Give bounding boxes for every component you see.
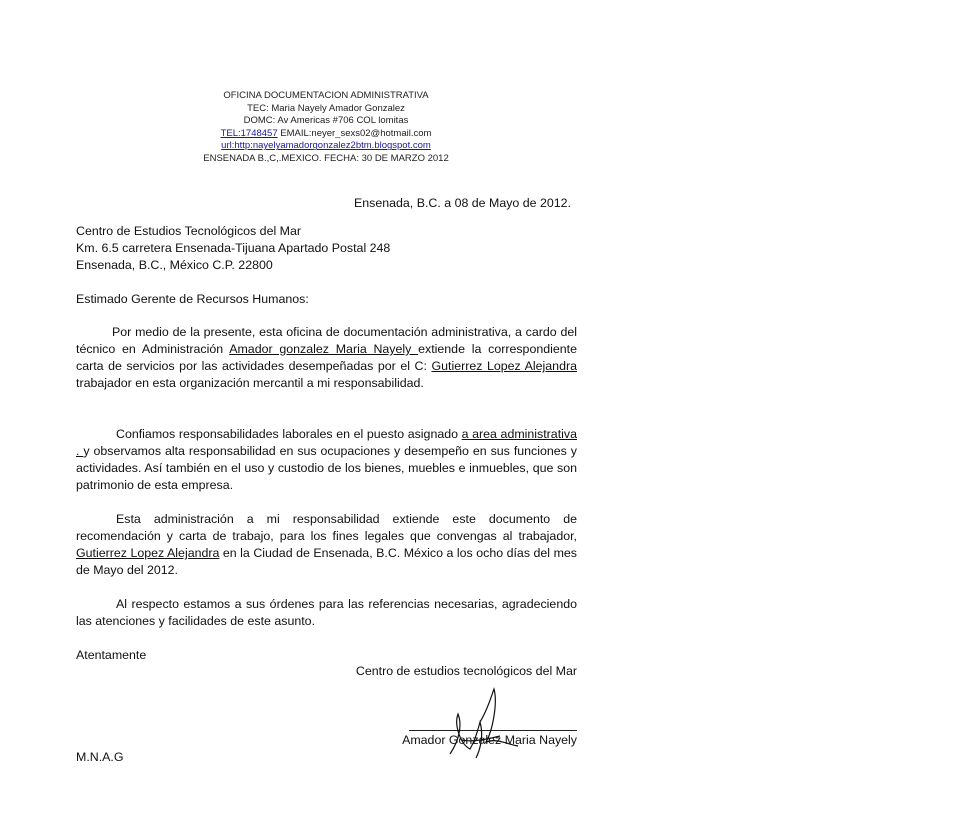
recipient-line-2: Km. 6.5 carretera Ensenada-Tijuana Apartado Postal 248 bbox=[76, 241, 391, 255]
tel-link[interactable]: TEL:1748457 bbox=[220, 127, 278, 139]
letterhead-contact bbox=[190, 128, 462, 141]
letterhead-city-date: ENSENADA B.,C,.MEXICO. FECHA: 30 DE MARZO 2012 bbox=[203, 152, 449, 164]
recipient-address bbox=[76, 223, 577, 274]
greeting: Estimado Gerente de Recursos Humanos: bbox=[76, 292, 309, 306]
paragraph-1 bbox=[76, 324, 577, 392]
date-line: Ensenada, B.C. a 08 de Mayo de 2012. bbox=[354, 196, 571, 210]
paragraph-1-name-1: Amador gonzalez Maria Nayely bbox=[229, 342, 419, 356]
paragraph-2 bbox=[76, 426, 577, 494]
letterhead-url-line bbox=[190, 140, 462, 153]
closing: Atentamente bbox=[76, 648, 147, 662]
signer-name: Amador Gonzalez Maria Nayely bbox=[402, 733, 577, 747]
letterhead-tec: TEC: Maria Nayely Amador Gonzalez bbox=[247, 102, 405, 114]
paragraph-3-a: Esta administración a mi responsabilidad extiende este documento de recomendación y carta de trabajo, para los fines legales que convengas al trabajador, bbox=[76, 512, 577, 543]
url-link[interactable]: url:http:nayelyamadorgonzalez2btm.blogspot.com bbox=[221, 140, 431, 152]
recipient-line-1: Centro de Estudios Tecnológicos del Mar bbox=[76, 224, 301, 238]
paragraph-3 bbox=[76, 511, 577, 579]
paragraph-1-c: trabajador en esta organización mercantil a mi responsabilidad. bbox=[76, 376, 424, 390]
paragraph-1-a: Por medio de la presente, esta oficina de documentación administrativa, a cardo del técnico en Administración bbox=[76, 325, 577, 356]
paragraph-3-b: en la Ciudad de Ensenada, B.C. México a los ocho días del mes de Mayo del 2012. bbox=[76, 546, 577, 577]
initials: M.N.A.G bbox=[76, 750, 124, 764]
email-text: EMAIL:neyer_sexs02@hotmail.com bbox=[277, 127, 432, 139]
paragraph-1-b: extiende la correspondiente carta de servicios por las actividades desempeñadas por el C: bbox=[76, 342, 577, 373]
paragraph-4: Al respecto estamos a sus órdenes para las referencias necesarias, agradeciendo las atenciones y facilidades de este asunto. bbox=[76, 597, 577, 628]
letterhead bbox=[190, 90, 462, 166]
paragraph-2-b: y observamos alta responsabilidad en sus ocupaciones y desempeño en sus funciones y actividades. Así también en el uso y custodio de los bienes, muebles e inmuebles, que son patrimonio de esta empresa. bbox=[76, 444, 577, 492]
paragraph-1-name-2: Gutierrez Lopez Alejandra bbox=[431, 359, 577, 373]
paragraph-2-area: a area administrativa . bbox=[76, 427, 577, 458]
paragraph-2-a: Confiamos responsabilidades laborales en el puesto asignado bbox=[116, 427, 462, 441]
letterhead-address: DOMC: Av Americas #706 COL lomitas bbox=[243, 115, 409, 127]
paragraph-3-name: Gutierrez Lopez Alejandra bbox=[76, 546, 220, 560]
letterhead-office: OFICINA DOCUMENTACION ADMINISTRATIVA bbox=[223, 90, 429, 101]
institution-name: Centro de estudios tecnológicos del Mar bbox=[355, 664, 577, 678]
recipient-line-3: Ensenada, B.C., México C.P. 22800 bbox=[76, 258, 273, 272]
